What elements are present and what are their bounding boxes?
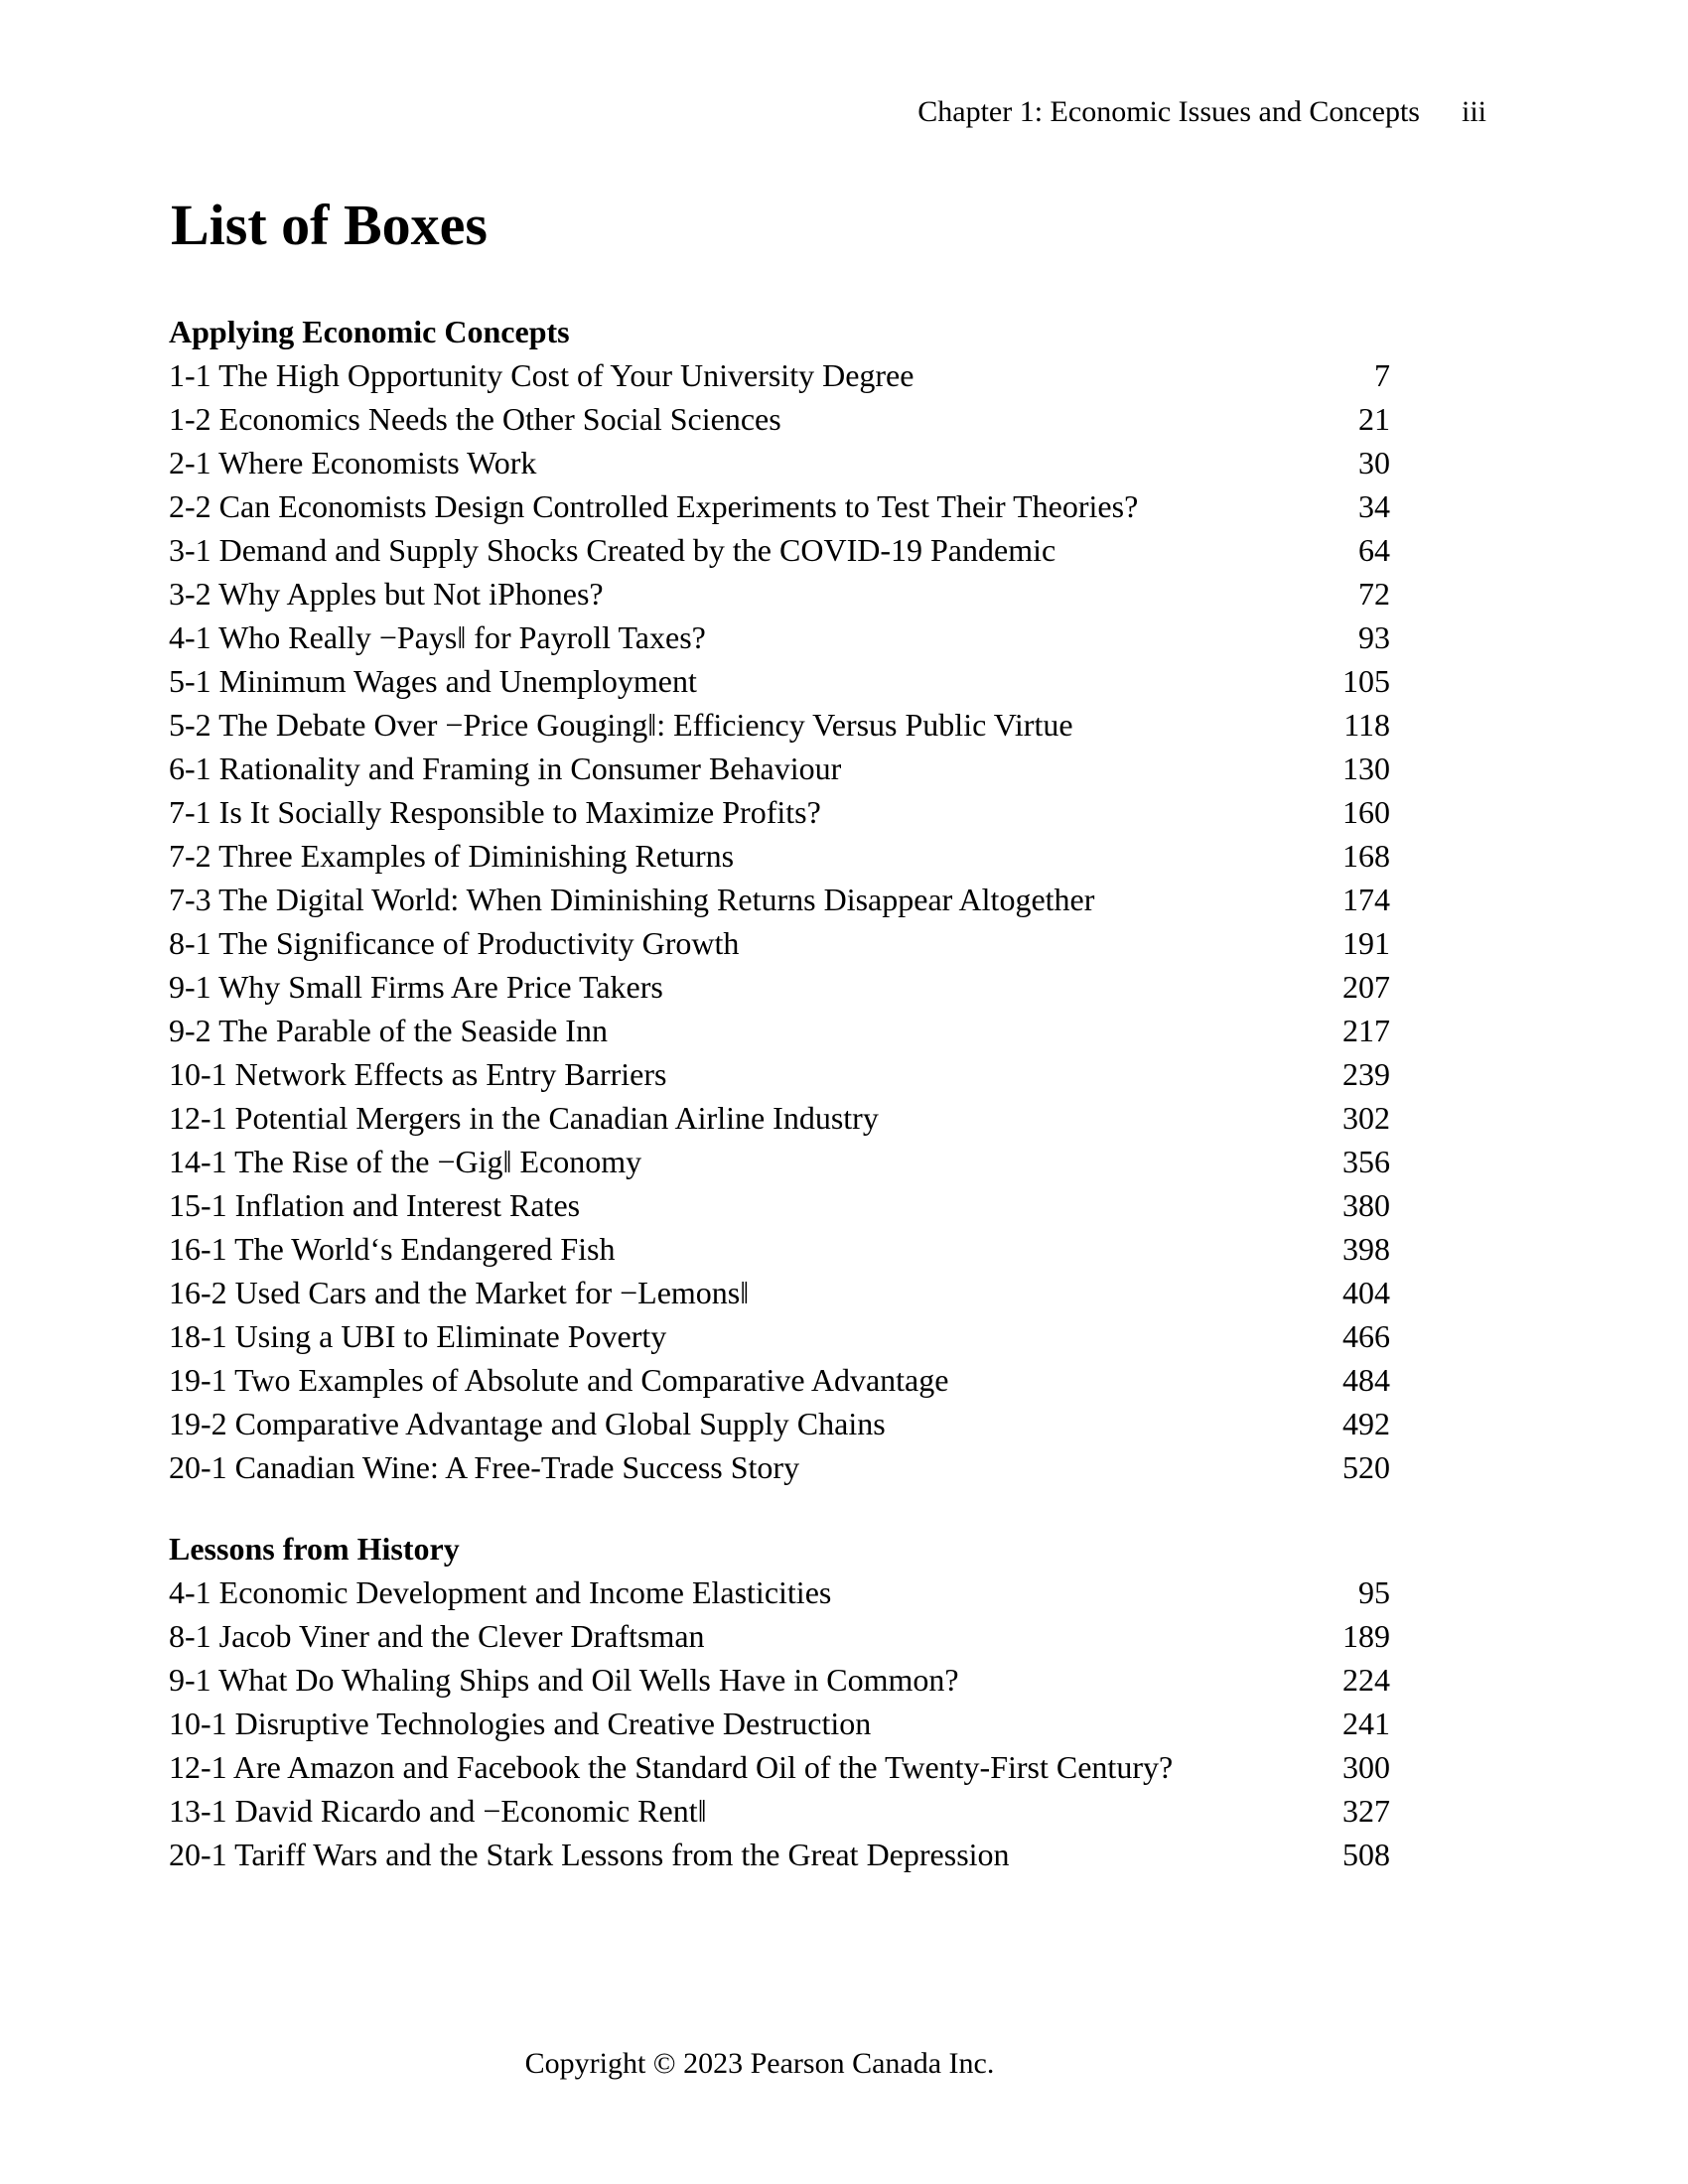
toc-entry (169, 1570, 1390, 1614)
entry-page-number: 160 (1342, 794, 1390, 830)
entry-title: 20-1 Tariff Wars and the Stark Lessons from the Great Depression (169, 1837, 1010, 1872)
entry-page-number: 224 (1342, 1662, 1390, 1698)
entry-page-number: 404 (1342, 1275, 1390, 1310)
entry-title: 8-1 Jacob Viner and the Clever Draftsman (169, 1618, 705, 1654)
entry-title: 1-1 The High Opportunity Cost of Your University Degree (169, 357, 914, 393)
entry-page-number: 302 (1342, 1100, 1390, 1136)
entry-title: 1-2 Economics Needs the Other Social Sciences (169, 401, 781, 437)
toc-entry (169, 1745, 1390, 1789)
entry-title: 19-1 Two Examples of Absolute and Comparative Advantage (169, 1362, 949, 1398)
entry-title: 3-2 Why Apples but Not iPhones? (169, 576, 604, 612)
entry-title: 10-1 Disruptive Technologies and Creative Destruction (169, 1706, 872, 1741)
entry-title: 16-1 The World‘s Endangered Fish (169, 1231, 616, 1267)
toc-entry (169, 1658, 1390, 1702)
entry-page-number: 466 (1342, 1318, 1390, 1354)
toc-entry (169, 965, 1390, 1009)
entry-title: 7-2 Three Examples of Diminishing Returns (169, 838, 735, 874)
entry-title: 5-2 The Debate Over −Price Gouging‖: Efficiency Versus Public Virtue (169, 707, 1073, 743)
toc-entry (169, 528, 1390, 572)
entry-title: 6-1 Rationality and Framing in Consumer Behaviour (169, 751, 842, 786)
entry-page-number: 492 (1342, 1406, 1390, 1441)
entry-page-number: 300 (1342, 1749, 1390, 1785)
toc-entry (169, 397, 1390, 441)
toc-entry (169, 1402, 1390, 1445)
toc-entry (169, 1096, 1390, 1140)
entry-page-number: 241 (1342, 1706, 1390, 1741)
entry-title: 9-2 The Parable of the Seaside Inn (169, 1013, 608, 1048)
entry-page-number: 191 (1342, 925, 1390, 961)
entry-title: 13-1 David Ricardo and −Economic Rent‖ (169, 1793, 707, 1829)
entry-title: 14-1 The Rise of the −Gig‖ Economy (169, 1144, 642, 1179)
entry-title: 20-1 Canadian Wine: A Free-Trade Success Story (169, 1449, 800, 1485)
entry-title: 4-1 Economic Development and Income Elasticities (169, 1574, 832, 1610)
section-heading: Applying Economic Concepts (169, 314, 570, 349)
running-header (169, 96, 1486, 128)
entry-title: 9-1 Why Small Firms Are Price Takers (169, 969, 663, 1005)
entry-title: 16-2 Used Cars and the Market for −Lemons‖ (169, 1275, 750, 1310)
entry-title: 12-1 Are Amazon and Facebook the Standard Oil of the Twenty-First Century? (169, 1749, 1174, 1785)
toc-entry (169, 1271, 1390, 1314)
entry-page-number: 168 (1342, 838, 1390, 874)
entry-page-number: 118 (1343, 707, 1390, 743)
entry-page-number: 72 (1358, 576, 1390, 612)
toc-entry (169, 572, 1390, 615)
entry-title: 10-1 Network Effects as Entry Barriers (169, 1056, 667, 1092)
entry-title: 18-1 Using a UBI to Eliminate Poverty (169, 1318, 667, 1354)
entry-page-number: 508 (1342, 1837, 1390, 1872)
toc-entry (169, 1227, 1390, 1271)
entry-page-number: 174 (1342, 882, 1390, 917)
entry-page-number: 327 (1342, 1793, 1390, 1829)
entry-page-number: 380 (1342, 1187, 1390, 1223)
toc-entry (169, 615, 1390, 659)
toc-entry (169, 1140, 1390, 1183)
entry-page-number: 398 (1342, 1231, 1390, 1267)
toc-entry (169, 921, 1390, 965)
toc-entry (169, 703, 1390, 747)
entry-title: 7-3 The Digital World: When Diminishing Returns Disappear Altogether (169, 882, 1095, 917)
entry-title: 12-1 Potential Mergers in the Canadian Airline Industry (169, 1100, 879, 1136)
entry-page-number: 105 (1342, 663, 1390, 699)
entry-page-number: 64 (1358, 532, 1390, 568)
toc-entry (169, 441, 1390, 484)
folio-page-number: iii (1461, 95, 1486, 128)
section-lessons-from-history (169, 1527, 1390, 1876)
entry-page-number: 239 (1342, 1056, 1390, 1092)
toc-entry (169, 1789, 1390, 1833)
entry-page-number: 30 (1358, 445, 1390, 480)
entry-page-number: 520 (1342, 1449, 1390, 1485)
toc-entry (169, 1358, 1390, 1402)
toc-entry (169, 484, 1390, 528)
entry-title: 15-1 Inflation and Interest Rates (169, 1187, 581, 1223)
toc-entry (169, 1183, 1390, 1227)
toc-entry (169, 353, 1390, 397)
entry-page-number: 207 (1342, 969, 1390, 1005)
entry-title: 4-1 Who Really −Pays‖ for Payroll Taxes? (169, 619, 706, 655)
entry-page-number: 130 (1342, 751, 1390, 786)
entry-page-number: 217 (1342, 1013, 1390, 1048)
entry-list (169, 353, 1390, 1489)
toc-entry (169, 1314, 1390, 1358)
toc-entry (169, 1614, 1390, 1658)
entry-title: 2-1 Where Economists Work (169, 445, 537, 480)
section-heading: Lessons from History (169, 1531, 460, 1567)
toc-entry (169, 1702, 1390, 1745)
toc-entry (169, 747, 1390, 790)
entry-title: 5-1 Minimum Wages and Unemployment (169, 663, 697, 699)
toc-entry (169, 659, 1390, 703)
entry-page-number: 34 (1358, 488, 1390, 524)
toc-entry (169, 834, 1390, 878)
entry-page-number: 484 (1342, 1362, 1390, 1398)
entry-page-number: 7 (1374, 357, 1390, 393)
toc-entry (169, 878, 1390, 921)
entry-title: 3-1 Demand and Supply Shocks Created by the COVID-19 Pandemic (169, 532, 1056, 568)
running-head-text: Chapter 1: Economic Issues and Concepts (917, 95, 1420, 128)
entry-page-number: 356 (1342, 1144, 1390, 1179)
entry-title: 2-2 Can Economists Design Controlled Experiments to Test Their Theories? (169, 488, 1139, 524)
entry-title: 8-1 The Significance of Productivity Growth (169, 925, 740, 961)
entry-page-number: 189 (1342, 1618, 1390, 1654)
toc-entry (169, 1052, 1390, 1096)
entry-title: 19-2 Comparative Advantage and Global Supply Chains (169, 1406, 886, 1441)
entry-list (169, 1570, 1390, 1876)
entry-title: 7-1 Is It Socially Responsible to Maximize Profits? (169, 794, 821, 830)
copyright-footer: Copyright © 2023 Pearson Canada Inc. (524, 2047, 995, 2080)
section-applying-economic-concepts (169, 310, 1390, 1489)
entry-page-number: 95 (1358, 1574, 1390, 1610)
toc-entry (169, 1833, 1390, 1876)
page-title: List of Boxes (171, 193, 488, 257)
toc-entry (169, 1009, 1390, 1052)
entry-page-number: 21 (1358, 401, 1390, 437)
entry-page-number: 93 (1358, 619, 1390, 655)
entry-title: 9-1 What Do Whaling Ships and Oil Wells Have in Common? (169, 1662, 959, 1698)
toc-entry (169, 790, 1390, 834)
toc-entry (169, 1445, 1390, 1489)
